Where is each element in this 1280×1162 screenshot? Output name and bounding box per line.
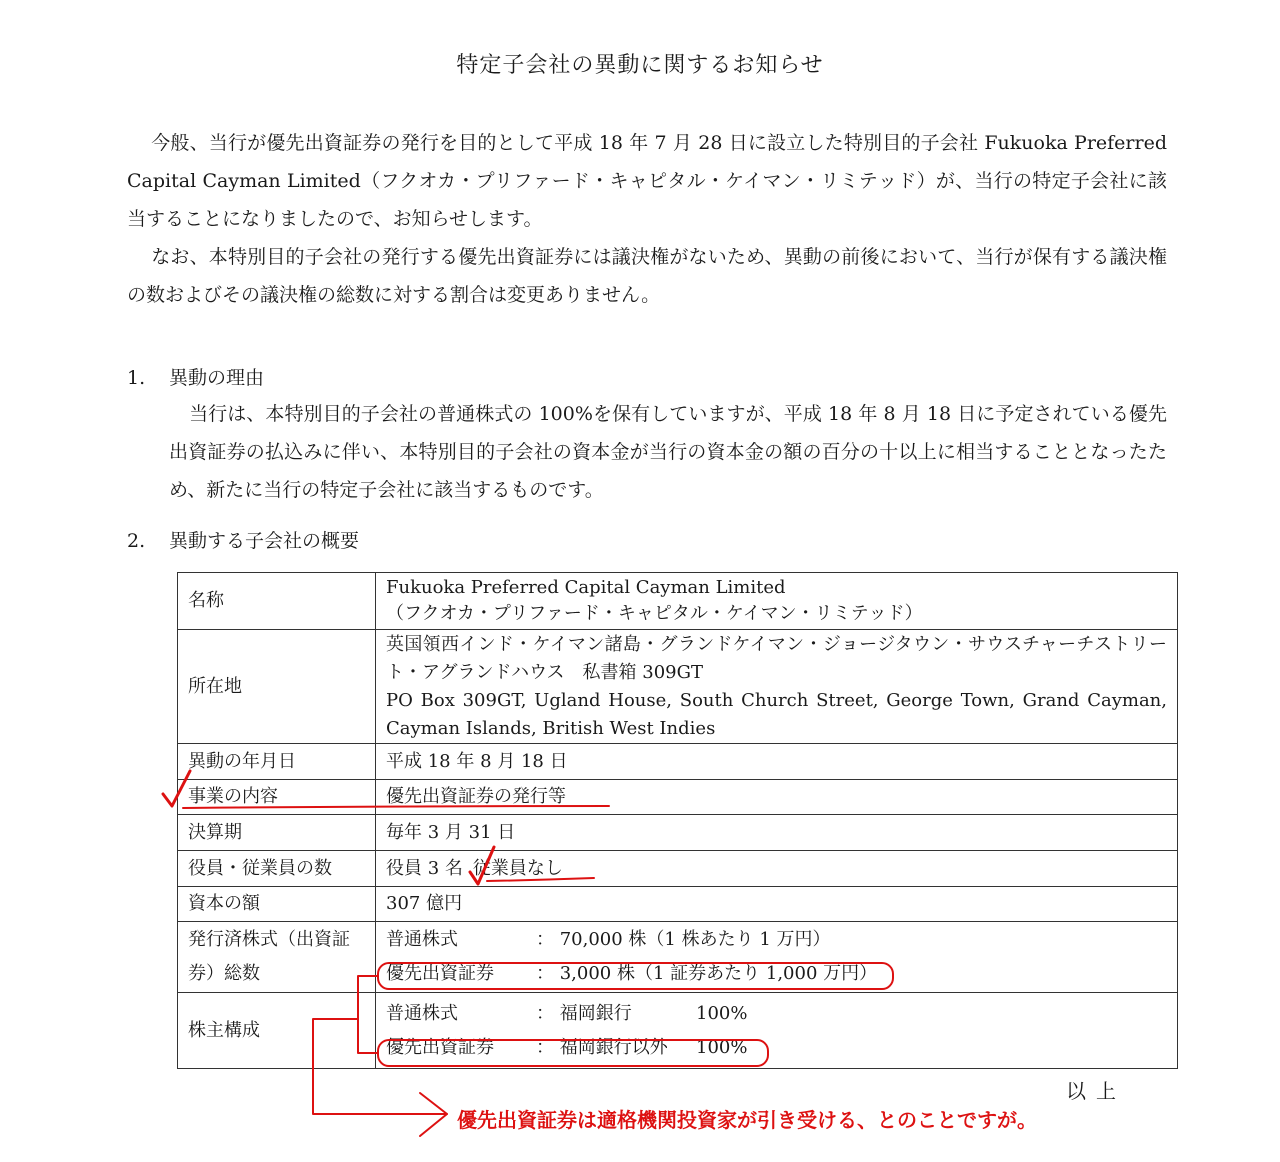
shares-preferred-type: 優先出資証券 [386,963,494,984]
closing-mark: 以上 [1066,1079,1126,1103]
table-row-fiscal [178,815,1178,851]
row-label-date: 異動の年月日 [178,744,376,780]
holders-common-type: 普通株式 [386,1002,458,1024]
table-row-holders [178,993,1178,1069]
shares-common-value: ： 70,000 株（1 株あたり 1 万円） [536,929,831,950]
intro-paragraph-1-text: 今般、当行が優先出資証券の発行を目的として平成 18 年 7 月 28 日に設立した特別目的子会社 Fukuoka Preferred Capital Cayman Limited（フクオカ・プリファード・キャピタル・ケイマン・リミテッド）が、当行の特定子会社に該当することになりましたので、お知らせします。 [127,132,1167,230]
table-row-date [178,744,1178,780]
row-value-fiscal: 毎年 3 月 31 日 [376,815,1178,851]
row-label-shares: 発行済株式（出資証券）総数 [178,922,376,993]
holders-common-holder: ： 福岡銀行 [536,1002,632,1024]
subsidiary-overview-table [177,572,1178,1069]
row-value-staff [376,851,1178,887]
holders-preferred-holder: ： 福岡銀行以外 [536,1036,668,1058]
table-row-shares [178,922,1178,993]
row-value-address [376,630,1178,744]
table-row-business [178,780,1178,815]
row-value-business: 優先出資証券の発行等 [376,780,1178,815]
section-2-number: 2. [127,530,146,552]
row-value-date: 平成 18 年 8 月 18 日 [376,744,1178,780]
row-label-holders: 株主構成 [178,993,376,1069]
table-row-name [178,573,1178,630]
row-value-shares [376,922,1178,993]
holders-common [386,997,1167,1031]
row-label-fiscal: 決算期 [178,815,376,851]
address-english: PO Box 309GT, Ugland House, South Church Street, George Town, Grand Cayman, Cayman Islands, British West Indies [386,689,1167,739]
holders-preferred [386,1031,1167,1065]
company-name-english: Fukuoka Preferred Capital Cayman Limited [386,577,786,598]
arrow-head-icon [420,1093,447,1136]
table-row-capital [178,887,1178,922]
section-1-body-text: 当行は、本特別目的子会社の普通株式の 100%を保有していますが、平成 18 年 8 月 18 日に予定されている優先出資証券の払込みに伴い、本特別目的子会社の資本金が当行の資本金の額の百分の十以上に相当することとなったため、新たに当行の特定子会社に該当するものです。 [169,403,1167,501]
row-value-name [376,573,1178,630]
intro-paragraph-2 [127,238,1167,314]
document-title: 特定子会社の異動に関するお知らせ [456,53,824,78]
row-label-address: 所在地 [178,630,376,744]
section-2-title: 異動する子会社の概要 [169,530,360,552]
intro-paragraph-2-text: なお、本特別目的子会社の発行する優先出資証券には議決権がないため、異動の前後において、当行が保有する議決権の数およびその議決権の総数に対する割合は変更ありません。 [127,246,1167,306]
company-name-katakana: （フクオカ・プリファード・キャピタル・ケイマン・リミテッド） [386,603,923,624]
holders-preferred-type: 優先出資証券 [386,1036,494,1058]
holders-preferred-percent: 100% [696,1036,748,1058]
annotation-note: 優先出資証券は適格機関投資家が引き受ける、とのことですが。 [457,1108,1037,1132]
shares-common [386,923,1167,957]
officer-count: 役員 3 名 [386,857,463,879]
holders-common-percent: 100% [696,1002,748,1024]
section-1-heading [127,363,264,390]
row-value-capital: 307 億円 [376,887,1178,922]
table-row-staff [178,851,1178,887]
intro-paragraph-1 [127,124,1167,238]
shares-preferred [386,957,1167,991]
row-label-name: 名称 [178,573,376,630]
section-1-body [169,395,1167,509]
address-japanese: 英国領西インド・ケイマン諸島・グランドケイマン・ジョージタウン・サウスチャーチストリート・アグランドハウス 私書箱 309GT [386,633,1167,683]
shares-preferred-value: ： 3,000 株（1 証券あたり 1,000 万円） [536,963,878,984]
section-1-number: 1. [127,367,146,389]
row-label-business: 事業の内容 [178,780,376,815]
table-row-address [178,630,1178,744]
employee-count: 従業員なし [472,857,563,879]
row-value-holders [376,993,1178,1069]
row-label-capital: 資本の額 [178,887,376,922]
shares-common-type: 普通株式 [386,929,458,950]
row-label-staff: 役員・従業員の数 [178,851,376,887]
section-2-heading [127,526,359,553]
section-1-title: 異動の理由 [169,367,265,389]
